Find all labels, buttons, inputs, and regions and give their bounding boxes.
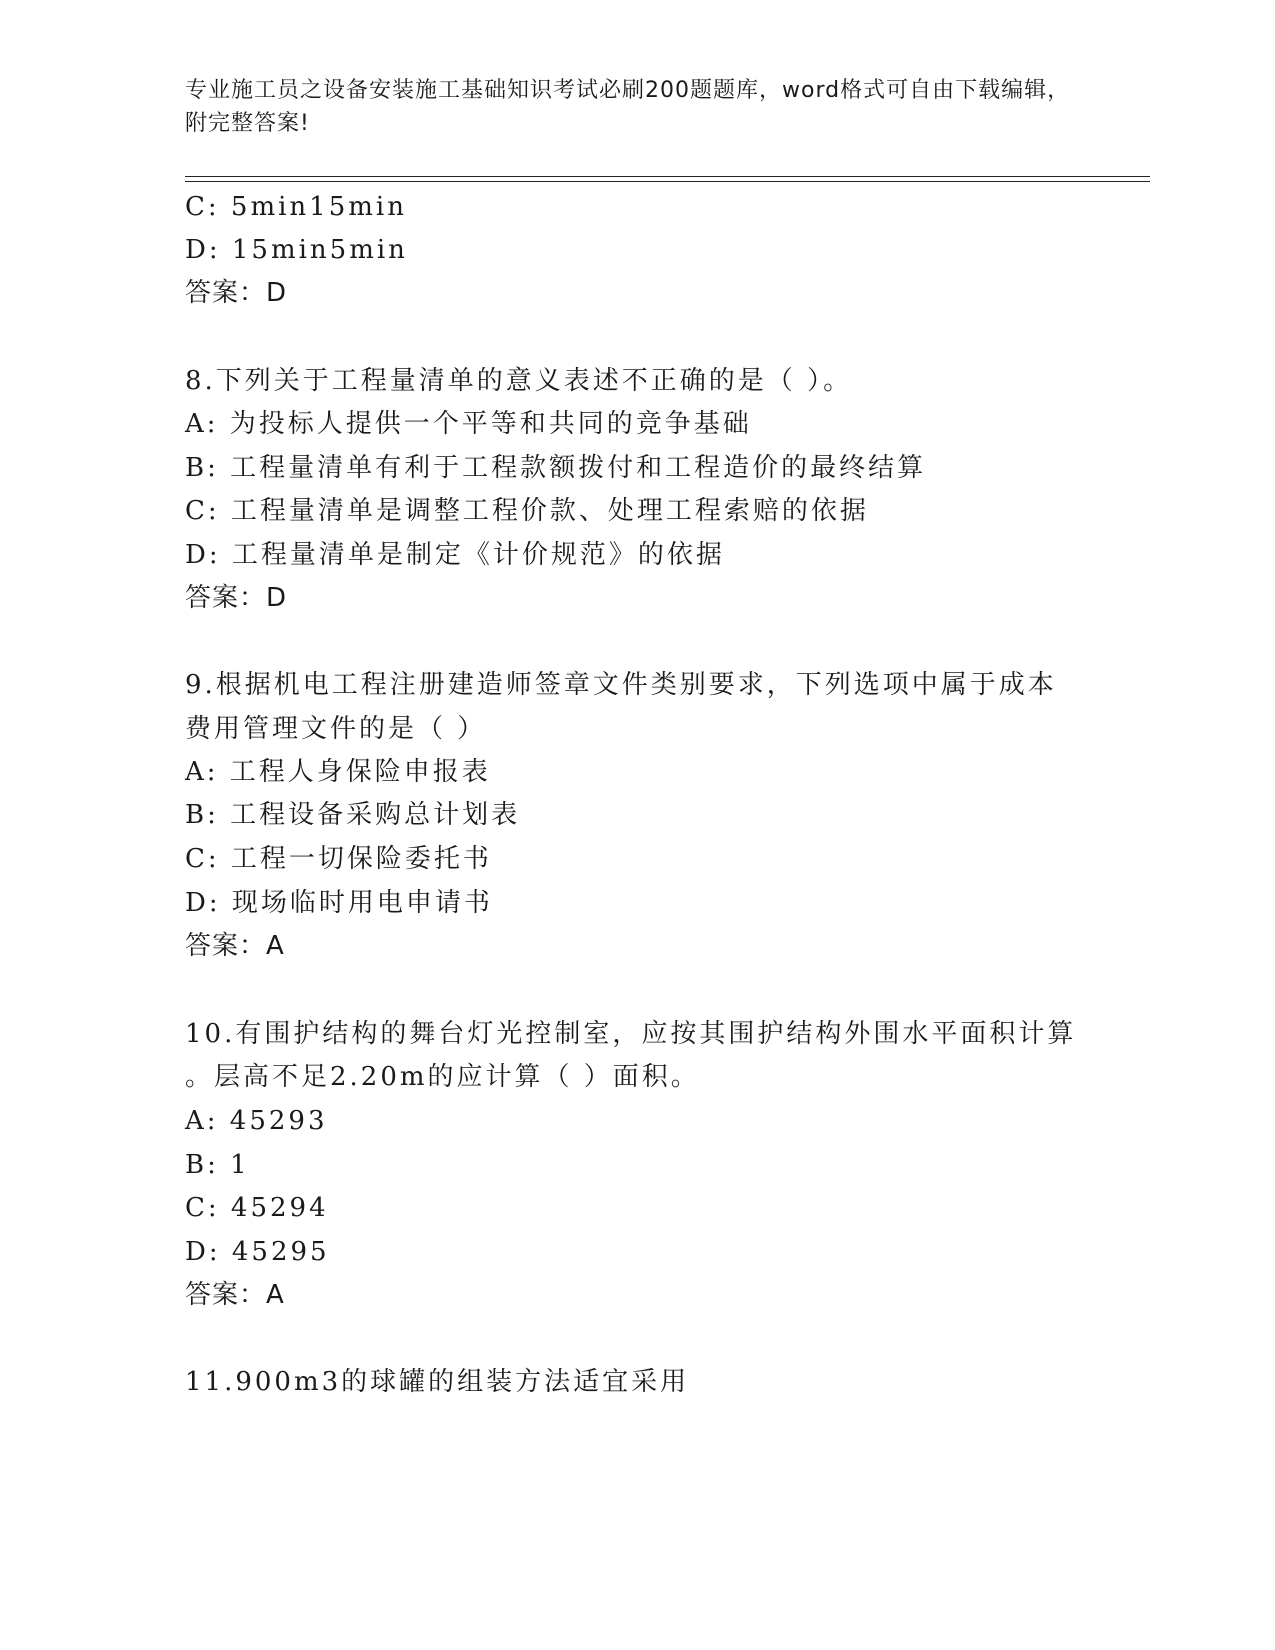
- document-header: 专业施工员之设备安装施工基础知识考试必刷200题题库，word格式可自由下载编辑，附完整答案!: [185, 78, 1071, 136]
- header-rule-top: [185, 176, 1150, 177]
- header-rule-bottom: [185, 181, 1150, 182]
- q10-option-b: B: 1: [185, 1150, 250, 1180]
- q11-question: 11.900m3的球罐的组装方法适宜采用: [185, 1367, 690, 1397]
- prev-answer: 答案：D: [185, 278, 288, 308]
- q10-question-line2: 。层高不足2.20m的应计算（ ）面积。: [185, 1062, 700, 1092]
- q9-option-b: B: 工程设备采购总计划表: [185, 800, 521, 830]
- q9-answer: 答案：A: [185, 931, 285, 961]
- q9-option-c: C: 工程一切保险委托书: [185, 844, 492, 874]
- q10-answer: 答案：A: [185, 1280, 285, 1310]
- q8-option-a: A: 为投标人提供一个平等和共同的竞争基础: [185, 409, 752, 439]
- q8-question: 8.下列关于工程量清单的意义表述不正确的是（ ）。: [185, 366, 853, 396]
- prev-option-d: D: 15min5min: [185, 235, 408, 265]
- q8-option-b: B: 工程量清单有利于工程款额拨付和工程造价的最终结算: [185, 453, 927, 483]
- q10-option-a: A: 45293: [185, 1106, 328, 1136]
- q9-option-d: D: 现场临时用电申请书: [185, 888, 493, 918]
- q8-option-c: C: 工程量清单是调整工程价款、处理工程索赔的依据: [185, 496, 869, 526]
- q10-option-c: C: 45294: [185, 1193, 329, 1223]
- q10-option-d: D: 45295: [185, 1237, 330, 1267]
- q10-question-line1: 10.有围护结构的舞台灯光控制室，应按其围护结构外围水平面积计算: [185, 1019, 1077, 1049]
- q9-question-line1: 9.根据机电工程注册建造师签章文件类别要求，下列选项中属于成本: [185, 670, 1057, 700]
- prev-option-c: C: 5min15min: [185, 192, 407, 222]
- q9-option-a: A: 工程人身保险申报表: [185, 757, 491, 787]
- q9-question-line2: 费用管理文件的是（ ）: [185, 714, 487, 744]
- q8-option-d: D: 工程量清单是制定《计价规范》的依据: [185, 540, 725, 570]
- q8-answer: 答案：D: [185, 583, 288, 613]
